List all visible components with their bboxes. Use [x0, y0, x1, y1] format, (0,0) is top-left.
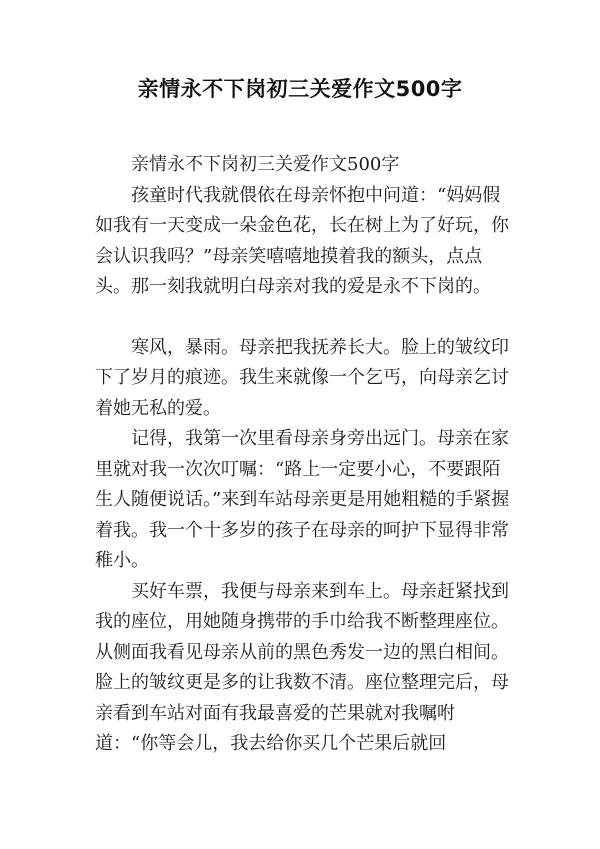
paragraph-3: 记得，我第一次里看母亲身旁出远门。母亲在家里就对我一次次叮嘱：“路上一定要小心，不要跟陌生人随便说话。”来到车站母亲更是用她粗糙的手紧握着我。我一个十多岁的孩子在母亲的呵护下显得非常稚小。 — [95, 428, 510, 571]
document-body — [95, 150, 515, 760]
paragraph-gap — [95, 303, 515, 333]
paragraph-2: 寒风，暴雨。母亲把我抚养长大。脸上的皱纹印下了岁月的痕迹。我生来就像一个乞丐，向母亲乞讨着她无私的爱。 — [95, 336, 509, 419]
document-title: 亲情永不下岗初三关爱作文500字 — [137, 77, 463, 101]
paragraph-1: 孩童时代我就偎依在母亲怀抱中问道：“妈妈假如我有一天变成一朵金色花，长在树上为了好玩，你会认识我吗？”母亲笑嘻嘻地摸着我的额头，点点头。那一刻我就明白母亲对我的爱是永不下岗的。 — [95, 184, 509, 297]
paragraph-subtitle: 亲情永不下岗初三关爱作文500字 — [131, 154, 400, 175]
paragraph-4: 买好车票，我便与母亲来到车上。母亲赶紧找到我的座位，用她随身携带的手巾给我不断整理座位。从侧面我看见母亲从前的黑色秀发一边的黑白相间。脸上的皱纹更是多的让我数不清。座位整理完后，母亲看到车站对面有我最喜爱的芒果就对我嘱咐道：“你等会儿，我去给你买几个芒果后就回 — [95, 580, 509, 754]
